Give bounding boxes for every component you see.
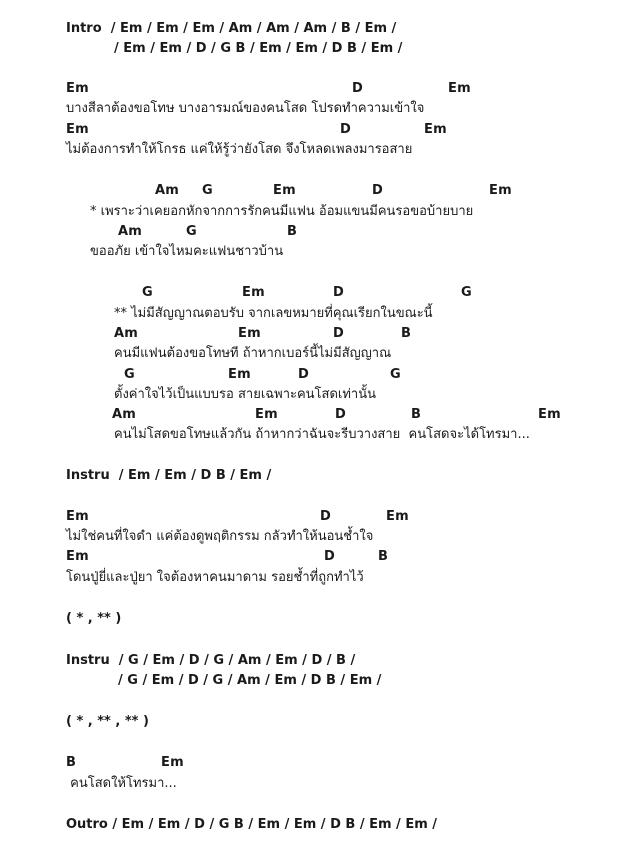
- outro-chords: / Em / Em / D / G B / Em / Em / D B / Em / Em /: [112, 817, 438, 832]
- chord: D: [298, 367, 309, 382]
- instru-label: Instru: [66, 468, 110, 483]
- chord: Em: [273, 183, 296, 198]
- chord: D: [352, 81, 363, 96]
- chord: G: [461, 285, 472, 300]
- chord: Em: [228, 367, 251, 382]
- chord: Em: [66, 81, 89, 96]
- repeat-marker: ( * , ** ): [66, 611, 122, 626]
- chord: Em: [238, 326, 261, 341]
- lyric-line: ขออภัย เข้าใจไหมคะแฟนชาวบ้าน: [90, 244, 284, 259]
- lyric-line: ไม่ใช่คนที่ใจดำ แค่ต้องดูพฤติกรรม กลัวทำให้นอนช้ำใจ: [66, 529, 374, 544]
- chord: G: [202, 183, 213, 198]
- chord: D: [335, 407, 346, 422]
- lyric-line: โดนปู่ยี่และปู่ยา ใจต้องหาคนมาดาม รอยช้ำที่ถูกทำไว้: [66, 570, 364, 585]
- lyric-line: คนไม่โสดขอโทษแล้วกัน ถ้าหากว่าฉันจะรีบวางสาย คนโสดจะได้โทรมา...: [114, 427, 530, 442]
- lyric-line: ไม่ต้องการทำให้โกรธ แค่ให้รู้ว่ายังโสด จึงโหลดเพลงมารอสาย: [66, 142, 413, 157]
- chord: B: [401, 326, 412, 341]
- intro-chords-1: / Em / Em / Em / Am / Am / Am / B / Em /: [110, 21, 397, 36]
- chord: Em: [66, 122, 89, 137]
- chord: D: [333, 326, 344, 341]
- chord: G: [142, 285, 153, 300]
- instru-chords-2: / G / Em / D / G / Am / Em / D B / Em /: [118, 673, 382, 688]
- chord: Em: [489, 183, 512, 198]
- chord: Em: [66, 549, 89, 564]
- instru-line: [66, 652, 355, 670]
- chord: Em: [538, 407, 561, 422]
- chord: B: [411, 407, 422, 422]
- lyric-line: คนโสดให้โทรมา...: [66, 776, 177, 791]
- lyric-line: ** ไม่มีสัญญาณตอบรับ จากเลขหมายที่คุณเรียกในขณะนี้: [114, 306, 433, 321]
- chord: Em: [424, 122, 447, 137]
- instru-line: [66, 467, 271, 485]
- instru-chords-1: / G / Em / D / G / Am / Em / D / B /: [118, 653, 356, 668]
- instru-label: Instru: [66, 653, 110, 668]
- chord: Em: [255, 407, 278, 422]
- chord: Em: [448, 81, 471, 96]
- chord: Em: [66, 509, 89, 524]
- lyric-line: ตั้งค่าใจไว้เป็นแบบรอ สายเฉพาะคนโสดเท่านั้น: [114, 387, 377, 402]
- chord: B: [66, 755, 77, 770]
- instru-chords: / Em / Em / D B / Em /: [118, 468, 272, 483]
- chord: Am: [118, 224, 143, 239]
- chord: D: [333, 285, 344, 300]
- lyric-line: คนมีแฟนต้องขอโทษที ถ้าหากเบอร์นี้ไม่มีสัญญาณ: [114, 346, 392, 361]
- chord: Am: [114, 326, 139, 341]
- chord: G: [124, 367, 135, 382]
- chord: D: [372, 183, 383, 198]
- chord: Em: [242, 285, 265, 300]
- chord: D: [320, 509, 331, 524]
- chord: D: [340, 122, 351, 137]
- outro-line: [66, 816, 437, 834]
- chord: G: [390, 367, 401, 382]
- intro-chords-2: / Em / Em / D / G B / Em / Em / D B / Em /: [114, 41, 403, 56]
- chord: Am: [155, 183, 180, 198]
- repeat-marker: ( * , ** , ** ): [66, 714, 149, 729]
- chord: B: [287, 224, 298, 239]
- chord: Em: [386, 509, 409, 524]
- outro-label: Outro: [66, 817, 108, 832]
- chord: B: [378, 549, 389, 564]
- intro-line-1: [66, 20, 396, 38]
- chord: G: [186, 224, 197, 239]
- intro-label: Intro: [66, 21, 102, 36]
- chord: D: [324, 549, 335, 564]
- lyric-line: * เพราะว่าเคยอกหักจากการรักคนมีแฟน อ้อมแขนมีคนรอขอบ้ายบาย: [90, 204, 474, 219]
- lyric-line: บางสีลาต้องขอโทษ บางอารมณ์ของคนโสด โปรดทำความเข้าใจ: [66, 101, 425, 116]
- chord: Am: [112, 407, 137, 422]
- chord: Em: [161, 755, 184, 770]
